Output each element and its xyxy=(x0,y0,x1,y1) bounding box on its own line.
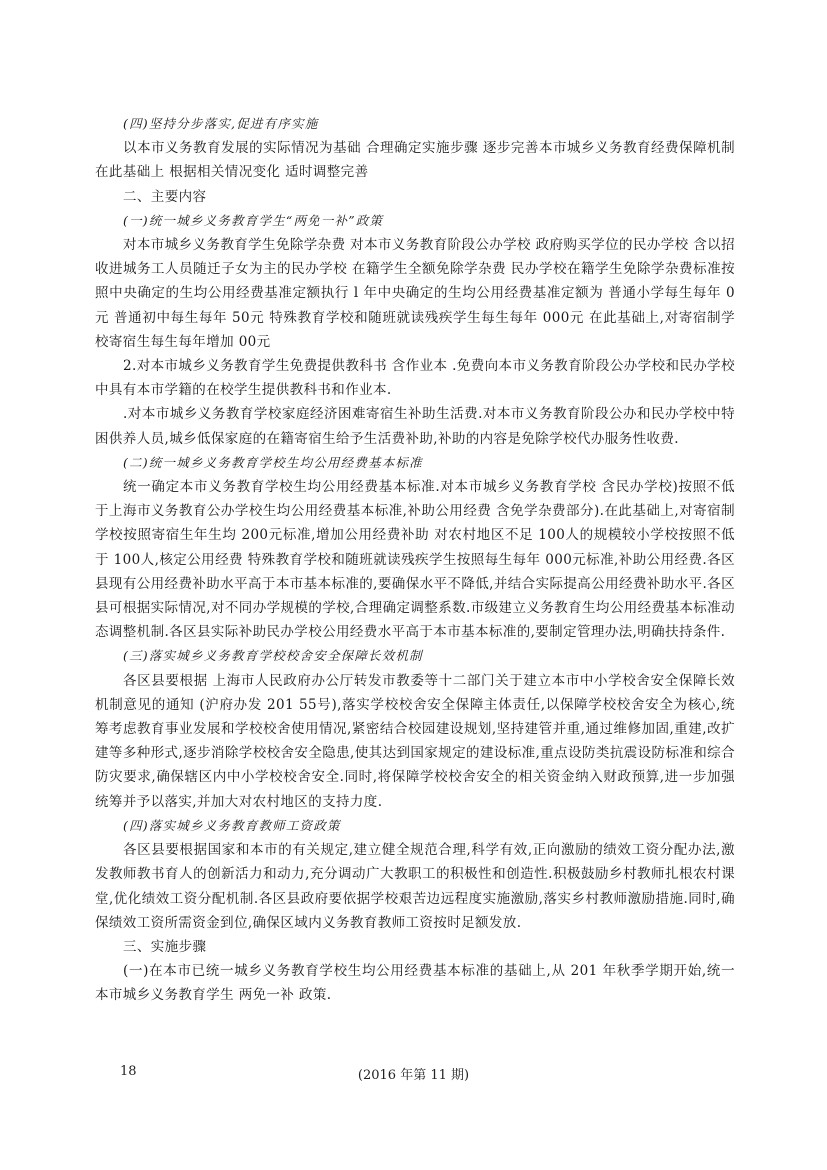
paragraph-teacher-salary: 各区县要根据国家和本市的有关规定,建立健全规范合理,科学有效,正向激励的绩效工资分配办法,激发教师教书育人的创新活力和动力,充分调动广大教职工的积极性和创造性.积极鼓励乡村教师扎根农村课堂,优化绩效工资分配机制.各区县政府要依据学校艰苦边远程度实施激励,落实乡村教师激励措施.同时,确保绩效工资所需资金到位,确保区域内义务教育教师工资按时足额发放. xyxy=(95,842,735,931)
paragraph-school-safety: 各区县要根据 上海市人民政府办公厅转发市教委等十二部门关于建立本市中小学校舍安全保障长效机制意见的通知 (沪府办发 201 55号),落实学校校舍安全保障主体责任,以保障学校校舍安全为核心,统筹考虑教育事业发展和学校校舍使用情况,紧密结合校园建设规划,坚持建管并重,通过维修加固,重建,改扩建等多种形式,逐步消除学校校舍安全隐患,使其达到国家规定的建设标准,重点设防类抗震设防标准和综合防灾要求,确保辖区内中小学校校舍安全.同时,将保障学校校舍安全的相关资金纳入财政预算,进一步加强统筹并予以落实,并加大对农村地区的支持力度. xyxy=(95,672,735,810)
heading-adhere-steps: (四)坚持分步落实,促进有序实施 xyxy=(123,116,319,131)
section-heading-steps: 三、实施步骤 xyxy=(123,938,207,955)
page-number: 18 xyxy=(120,1064,137,1079)
section-heading-main-content: 二、主要内容 xyxy=(123,188,207,205)
paragraph-tuition-exemption: 对本市城乡义务教育学生免除学杂费 对本市义务教育阶段公办学校 政府购买学位的民办学校 含以招收进城务工人员随迁子女为主的民办学校 在籍学生全额免除学杂费 民办学校在籍学生免除学杂费标准按照中央确定的生均公用经费基准定额执行 l 年中央确定的生均公用经费基准定额为 普通小学每生每年 0元 普通初中每生每年 50元 特殊教育学校和随班就读残疾学生每生每年 000元 在此基础上,对寄宿制学校寄宿生每生每年增加 00元 xyxy=(95,237,735,350)
paragraph-living-subsidy: .对本市城乡义务教育学校家庭经济困难寄宿生补助生活费.对本市义务教育阶段公办和民办学校中特困供养人员,城乡低保家庭的在籍寄宿生给予生活费补助,补助的内容是免除学校代办服务性收费. xyxy=(95,406,735,447)
paragraph-public-funds: 统一确定本市义务教育学校生均公用经费基本标准.对本市城乡义务教育学校 含民办学校)按照不低于上海市义务教育公办学校生均公用经费基本标准,补助公用经费 含免学杂费部分).在此基础上,对寄宿制学校按照寄宿生年生均 200元标准,增加公用经费补助 对农村地区不足 100人的规模较小学校按照不低于 100人,核定公用经费 特殊教育学校和随班就读残疾学生按照每生每年 000元标准,补助公用经费.各区县现有公用经费补助水平高于本市基本标准的,要确保水平不降低,并结合实际提高公用经费补助水平.各区县可根据实际情况,对不同办学规模的学校,合理确定调整系数.市级建立义务教育生均公用经费基本标准动态调整机制.各区县实际补助民办学校公用经费水平高于本市基本标准的,要制定管理办法,明确扶持条件. xyxy=(95,479,735,641)
heading-school-safety: (三)落实城乡义务教育学校校舍安全保障长效机制 xyxy=(123,648,423,664)
issue-label: (2016 年第 11 期) xyxy=(357,1068,470,1083)
page-footer xyxy=(0,1064,827,1086)
body-column xyxy=(95,112,735,1008)
paragraph-step-one: (一)在本市已统一城乡义务教育学校生均公用经费基本标准的基础上,从 201 年秋季学期开始,统一本市城乡义务教育学生 两免一补 政策. xyxy=(95,963,735,1004)
paragraph-free-textbooks: 2.对本市城乡义务教育学生免费提供教科书 含作业本 .免费向本市义务教育阶段公办学校和民办学校中具有本市学籍的在校学生提供教科书和作业本. xyxy=(95,358,735,399)
heading-two-exemptions: (一)统一城乡义务教育学生“两免一补”政策 xyxy=(123,212,384,228)
paragraph-step-basis: 以本市义务教育发展的实际情况为基础 合理确定实施步骤 逐步完善本市城乡义务教育经费保障机制 在此基础上 根据相关情况变化 适时调整完善 xyxy=(95,140,735,181)
heading-teacher-salary: (四)落实城乡义务教育教师工资政策 xyxy=(123,817,341,833)
heading-public-funds-standard: (二)统一城乡义务教育学校生均公用经费基本标准 xyxy=(123,454,423,470)
